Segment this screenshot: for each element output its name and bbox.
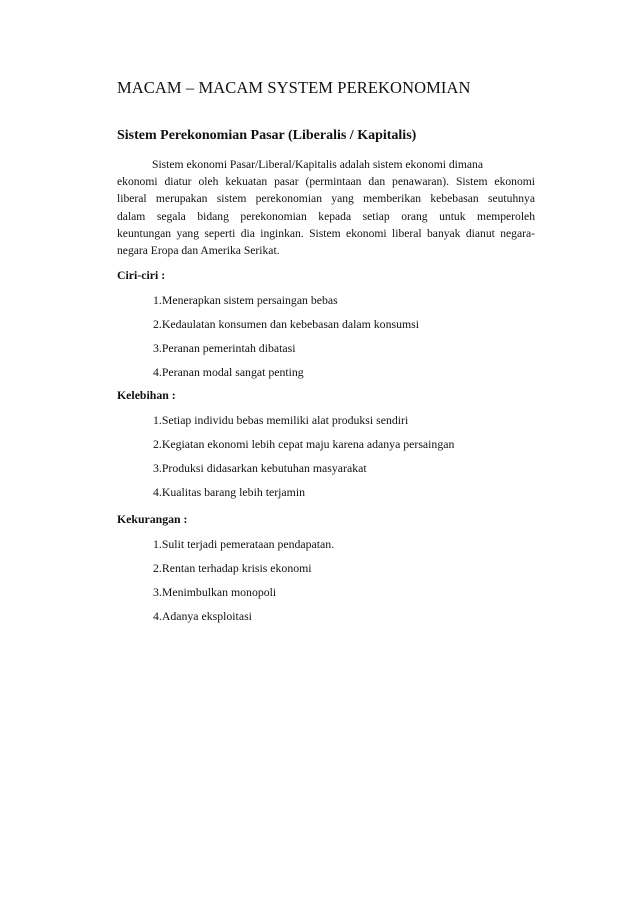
paragraph-line: Sistem ekonomi Pasar/Liberal/Kapitalis adalah sistem ekonomi dimana <box>152 158 483 171</box>
list-item: 1.Setiap individu bebas memiliki alat produksi sendiri <box>153 413 409 427</box>
kelebihan-heading: Kelebihan : <box>117 388 176 402</box>
ciri-ciri-heading: Ciri-ciri : <box>117 268 166 282</box>
list-item: 2.Kegiatan ekonomi lebih cepat maju karena adanya persaingan <box>153 437 455 451</box>
list-item: 1.Menerapkan sistem persaingan bebas <box>153 293 338 307</box>
list-item: 3.Peranan pemerintah dibatasi <box>153 341 296 355</box>
paragraph-line: keuntungan yang seperti dia inginkan. Sistem ekonomi liberal banyak dianut negara- <box>117 226 535 240</box>
list-item: 4.Kualitas barang lebih terjamin <box>153 485 306 499</box>
list-item: 1.Sulit terjadi pemerataan pendapatan. <box>153 537 335 551</box>
paragraph-line: negara Eropa dan Amerika Serikat. <box>117 244 280 258</box>
paragraph-line: dalam segala bidang perekonomian kepada setiap orang untuk memperoleh <box>117 209 535 223</box>
list-item: 3.Menimbulkan monopoli <box>153 585 277 599</box>
list-item: 2.Rentan terhadap krisis ekonomi <box>153 561 312 575</box>
section-subtitle: Sistem Perekonomian Pasar (Liberalis / Kapitalis) <box>117 128 417 143</box>
page-title: MACAM – MACAM SYSTEM PEREKONOMIAN <box>117 78 471 97</box>
kekurangan-heading: Kekurangan : <box>117 512 188 526</box>
list-item: 4.Peranan modal sangat penting <box>153 365 304 379</box>
paragraph-line: ekonomi diatur oleh kekuatan pasar (permintaan dan penawaran). Sistem ekonomi <box>117 175 535 189</box>
paragraph-line: liberal merupakan sistem perekonomian yang memberikan kebebasan seutuhnya <box>117 192 535 206</box>
intro-paragraph <box>117 156 535 259</box>
list-item: 2.Kedaulatan konsumen dan kebebasan dalam konsumsi <box>153 317 420 331</box>
list-item: 3.Produksi didasarkan kebutuhan masyarakat <box>153 461 367 475</box>
list-item: 4.Adanya eksploitasi <box>153 609 252 623</box>
